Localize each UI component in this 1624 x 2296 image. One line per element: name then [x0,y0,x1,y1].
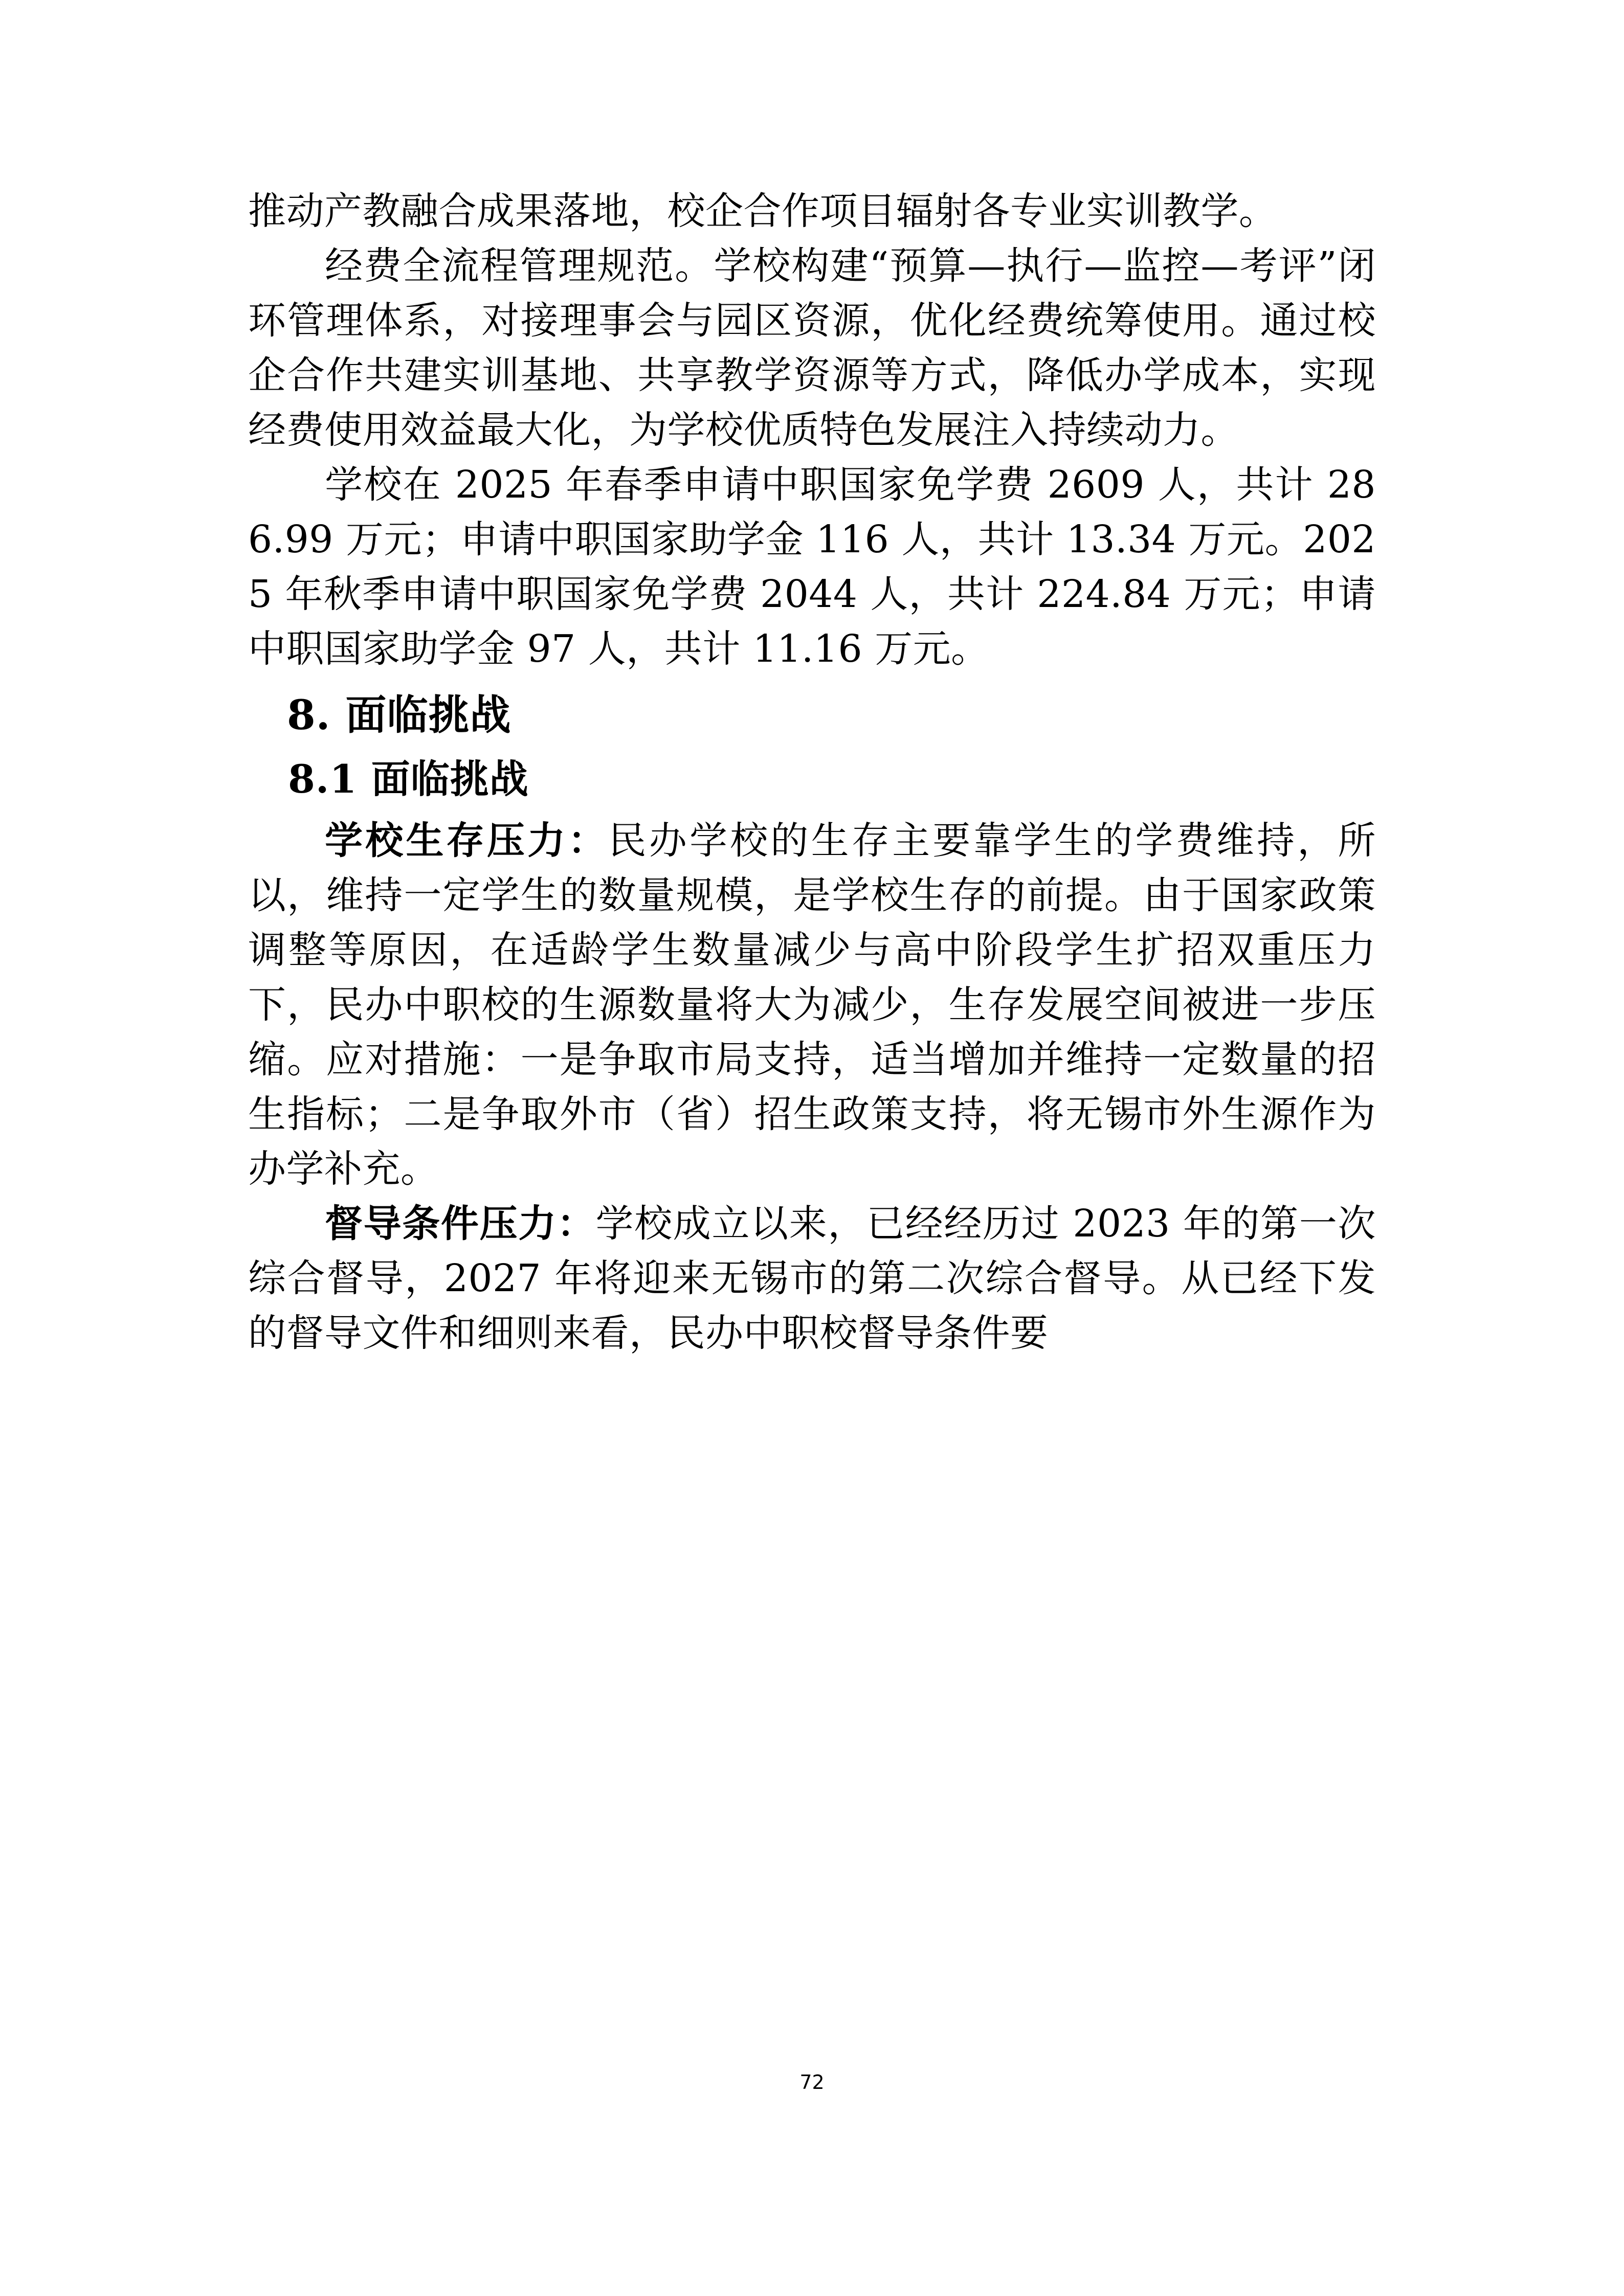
supervision-pressure-text: 学校成立以来，已经经历过 2023 年的第一次综合督导，2027 年将迎来无锡市的第二次综合督导。从已经下发的督导文件和细则来看，民办中职校督导条件要 [248,1202,1376,1355]
page-content [248,184,1376,1361]
survival-pressure-lead: 学校生存压力： [325,819,609,863]
paragraph-subsidy-figures: 学校在 2025 年春季申请中职国家免学费 2609 人，共计 286.99 万元；申请中职国家助学金 116 人，共计 13.34 万元。2025 年秋季申请中职国家免学费 2044 人，共计 224.84 万元；申请中职国家助学金 97 人，共计 11.16 万元。 [248,463,1376,671]
supervision-pressure-lead: 督导条件压力： [325,1202,596,1246]
paragraph-continued: 推动产教融合成果落地，校企合作项目辐射各专业实训教学。 [248,189,1277,233]
page-number: 72 [799,2071,825,2094]
heading-section-8: 8. 面临挑战 [287,691,511,739]
heading-section-8-1: 8.1 面临挑战 [288,756,529,802]
paragraph-survival-pressure [248,814,1376,1197]
survival-pressure-text: 民办学校的生存主要靠学生的学费维持，所以，维持一定学生的数量规模，是学校生存的前提。由于国家政策调整等原因，在适龄学生数量减少与高中阶段学生扩招双重压力下，民办中职校的生源数量将大为减少，生存发展空间被进一步压缩。应对措施：一是争取市局支持，适当增加并维持一定数量的招生指标；二是争取外市（省）招生政策支持，将无锡市外生源作为办学补充。 [248,819,1376,1191]
paragraph-supervision-pressure [248,1197,1376,1361]
paragraph-funding-management: 经费全流程管理规范。学校构建“预算—执行—监控—考评”闭环管理体系，对接理事会与园区资源，优化经费统筹使用。通过校企合作共建实训基地、共享教学资源等方式，降低办学成本，实现经费使用效益最大化，为学校优质特色发展注入持续动力。 [248,244,1376,452]
